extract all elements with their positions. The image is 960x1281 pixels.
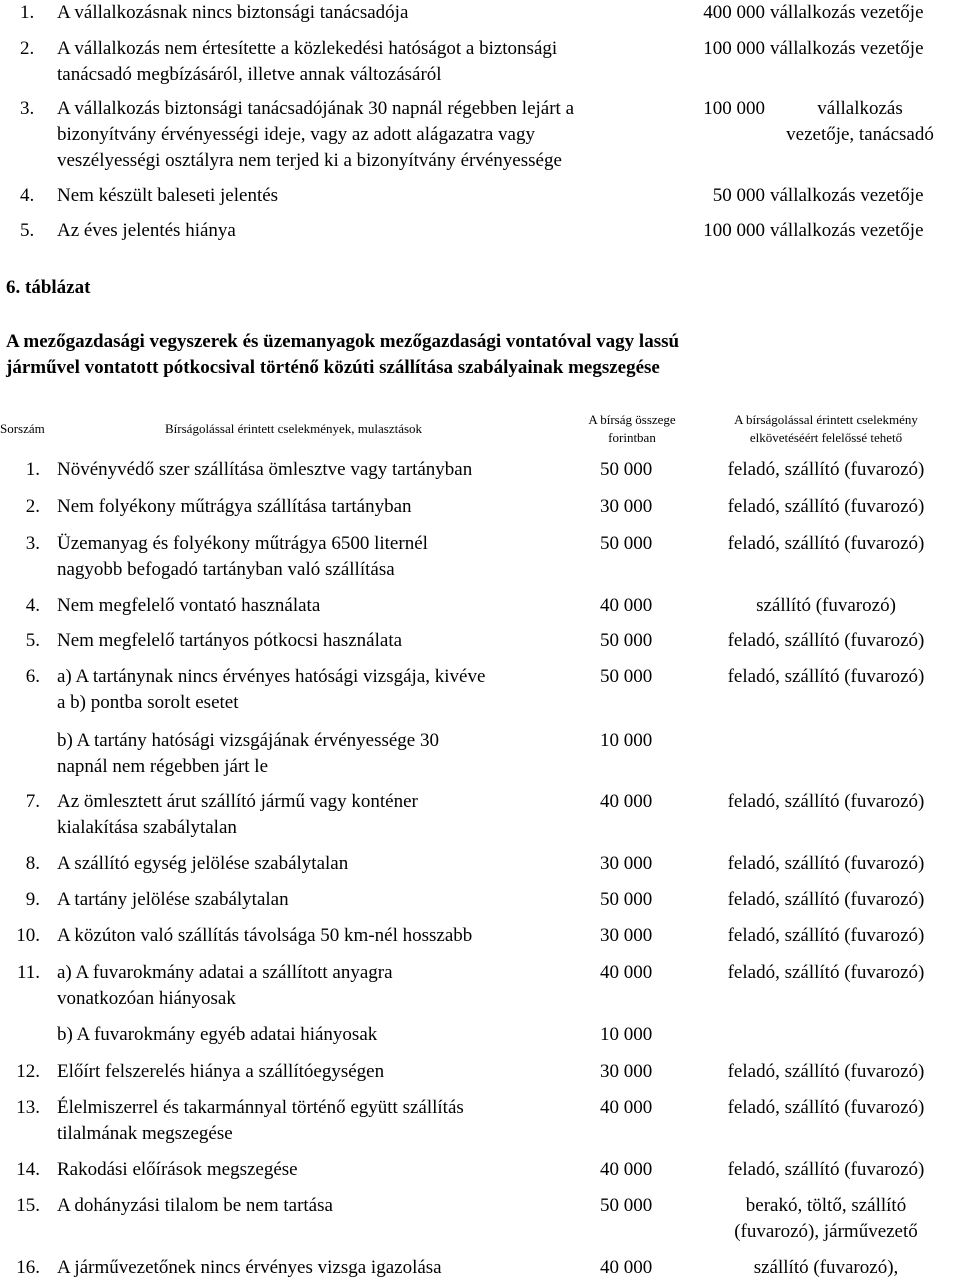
row-amount: 30 000 [600,925,653,946]
top-row-number: 5. [20,220,35,241]
row-description: Nem megfelelő tartányos pótkocsi használata [57,630,403,651]
row-description: vonatkozóan hiányosak [57,988,236,1009]
top-row-number: 3. [20,98,35,119]
row-amount: 40 000 [600,1159,653,1180]
row-number: 10. [16,925,40,946]
row-amount: 40 000 [600,1097,653,1118]
row-responsible: feladó, szállító (fuvarozó) [727,1159,925,1180]
top-row-number: 2. [20,38,35,59]
header-amount-line-1: A bírság összege [588,412,676,427]
header-desc: Bírságolással érintett cselekmények, mulasztások [165,421,423,436]
row-responsible: (fuvarozó), járművezető [734,1221,918,1242]
row-amount: 50 000 [600,1195,653,1216]
top-row-text: tanácsadó megbízásáról, illetve annak változásáról [57,64,442,85]
row-description: a) A tartánynak nincs érvényes hatósági vizsgája, kivéve [57,666,486,687]
row-amount: 30 000 [600,1061,653,1082]
row-number: 3. [25,533,40,554]
row-amount: 50 000 [600,630,653,651]
top-row-amount: 400 000 [703,2,765,23]
top-row-amount: 100 000 [703,220,765,241]
row-description: A dohányzási tilalom be nem tartása [57,1195,333,1216]
row-amount: 10 000 [600,730,653,751]
row-amount: 50 000 [600,533,653,554]
row-responsible: feladó, szállító (fuvarozó) [727,666,925,687]
row-number: 13. [16,1097,40,1118]
table-label: 6. táblázat [6,277,91,298]
row-description: b) A tartány hatósági vizsgájának érvényessége 30 [57,730,439,751]
row-number: 14. [16,1159,40,1180]
row-responsible: feladó, szállító (fuvarozó) [727,962,925,983]
row-responsible: feladó, szállító (fuvarozó) [727,630,925,651]
row-number: 5. [25,630,40,651]
row-responsible: berakó, töltő, szállító [745,1195,907,1216]
row-description: Rakodási előírások megszegése [57,1159,298,1180]
row-number: 1. [25,459,40,480]
row-description: tilalmának megszegése [57,1123,233,1144]
table-title-line-1: A mezőgazdasági vegyszerek és üzemanyagok mezőgazdasági vontatóval vagy lassú [6,331,680,352]
header-amount-line-2: forintban [608,430,656,445]
top-row-text: A vállalkozás nem értesítette a közlekedési hatóságot a biztonsági [57,38,558,59]
top-row-responsible: vállalkozás vezetője [770,185,924,206]
row-description: b) A fuvarokmány egyéb adatai hiányosak [57,1024,378,1045]
row-responsible: feladó, szállító (fuvarozó) [727,853,925,874]
row-amount: 40 000 [600,962,653,983]
row-amount: 50 000 [600,459,653,480]
header-resp-line-2: elkövetéséért felelőssé tehető [749,430,903,445]
row-description: A szállító egység jelölése szabálytalan [57,853,349,874]
row-description: A közúton való szállítás távolsága 50 km-nél hosszabb [57,925,473,946]
row-responsible: feladó, szállító (fuvarozó) [727,1097,925,1118]
row-amount: 30 000 [600,496,653,517]
row-description: Előírt felszerelés hiánya a szállítóegységen [57,1061,385,1082]
row-responsible: feladó, szállító (fuvarozó) [727,925,925,946]
header-resp-line-1: A bírságolással érintett cselekmény [734,412,918,427]
top-row-responsible: vezetője, tanácsadó [786,124,934,145]
row-responsible: feladó, szállító (fuvarozó) [727,791,925,812]
row-description: A járművezetőnek nincs érvényes vizsga igazolása [57,1257,442,1278]
row-amount: 30 000 [600,853,653,874]
top-row-text: veszélyességi osztályra nem terjed ki a bizonyítvány érvényessége [57,150,562,171]
row-description: Üzemanyag és folyékony műtrágya 6500 liternél [57,533,428,554]
row-number: 6. [25,666,40,687]
row-amount: 40 000 [600,595,653,616]
row-amount: 40 000 [600,791,653,812]
row-description: nagyobb befogadó tartányban való szállítása [57,559,395,580]
row-responsible: feladó, szállító (fuvarozó) [727,459,925,480]
top-row-number: 1. [20,2,35,23]
top-row-responsible: vállalkozás vezetője [770,38,924,59]
top-row-number: 4. [20,185,35,206]
top-row-amount: 50 000 [712,185,765,206]
row-number: 2. [25,496,40,517]
top-row-responsible: vállalkozás [817,98,903,119]
row-amount: 50 000 [600,666,653,687]
row-responsible: szállító (fuvarozó), [753,1257,899,1278]
top-row-text: A vállalkozásnak nincs biztonsági tanácsadója [57,2,409,23]
row-number: 15. [16,1195,40,1216]
row-description: a b) pontba sorolt esetet [57,692,239,713]
row-number: 16. [16,1257,40,1278]
row-responsible: feladó, szállító (fuvarozó) [727,496,925,517]
row-responsible: feladó, szállító (fuvarozó) [727,533,925,554]
row-number: 11. [16,962,40,983]
header-num: Sorszám [0,421,45,436]
top-row-text: A vállalkozás biztonsági tanácsadójának 30 napnál régebben lejárt a [57,98,575,119]
row-number: 7. [25,791,40,812]
row-amount: 10 000 [600,1024,653,1045]
row-description: Nem megfelelő vontató használata [57,595,321,616]
top-row-text: Az éves jelentés hiánya [57,220,236,241]
top-row-amount: 100 000 [703,98,765,119]
table-title-line-2: járművel vontatott pótkocsival történő közúti szállítása szabályainak megszegése [6,357,660,378]
row-description: napnál nem régebben járt le [57,756,269,777]
row-description: Nem folyékony műtrágya szállítása tartányban [57,496,412,517]
row-description: Élelmiszerrel és takarmánnyal történő együtt szállítás [57,1097,464,1118]
row-number: 9. [25,889,40,910]
row-responsible: szállító (fuvarozó) [756,595,896,616]
row-description: Az ömlesztett árut szállító jármű vagy konténer [57,791,418,812]
row-amount: 50 000 [600,889,653,910]
row-number: 8. [25,853,40,874]
row-amount: 40 000 [600,1257,653,1278]
top-row-responsible: vállalkozás vezetője [770,2,924,23]
top-row-responsible: vállalkozás vezetője [770,220,924,241]
row-description: kialakítása szabálytalan [57,817,237,838]
row-description: A tartány jelölése szabálytalan [57,889,289,910]
row-description: Növényvédő szer szállítása ömlesztve vagy tartányban [57,459,473,480]
row-responsible: feladó, szállító (fuvarozó) [727,889,925,910]
row-number: 12. [16,1061,40,1082]
row-number: 4. [25,595,40,616]
top-row-text: bizonyítvány érvényességi ideje, vagy az adott alágazatra vagy [57,124,535,145]
row-description: a) A fuvarokmány adatai a szállított anyagra [57,962,393,983]
top-row-amount: 100 000 [703,38,765,59]
row-responsible: feladó, szállító (fuvarozó) [727,1061,925,1082]
top-row-text: Nem készült baleseti jelentés [57,185,279,206]
